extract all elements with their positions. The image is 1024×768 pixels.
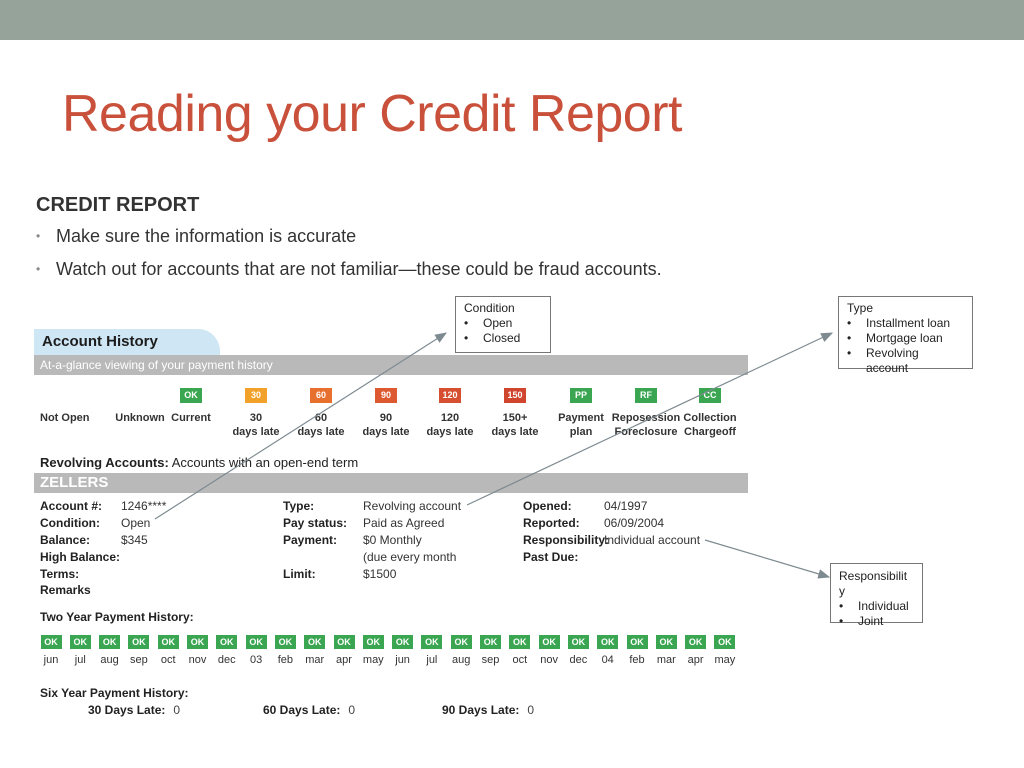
responsibility-callout: [830, 563, 923, 628]
legend-label-line: days late: [426, 426, 474, 438]
legend-label-line: 60: [314, 412, 328, 424]
payment-status-badge: OK: [421, 635, 442, 649]
month-label: nov: [540, 654, 558, 666]
month-label: 03: [249, 654, 263, 666]
month-label: apr: [336, 654, 352, 666]
balance-value: $345: [121, 533, 148, 547]
account-no-value: 1246****: [121, 499, 167, 513]
payment-value: $0 Monthly: [363, 533, 422, 547]
legend-label-line: Reposession: [611, 412, 681, 424]
six-year-history-label: Six Year Payment History:: [40, 686, 189, 700]
payment-status-badge: OK: [656, 635, 677, 649]
payment-status-badge: OK: [480, 635, 501, 649]
payment-status-badge: OK: [275, 635, 296, 649]
condition-callout-item: • Open: [464, 316, 542, 331]
balance-label: Balance:: [40, 533, 91, 547]
condition-callout-title: Condition: [464, 301, 515, 315]
legend-label-line: days late: [297, 426, 345, 438]
payment-status-badge: OK: [597, 635, 618, 649]
type-callout-item: • Mortgage loan: [847, 331, 964, 346]
legend-badge: OK: [180, 388, 202, 403]
account-no-label: Account #:: [40, 499, 103, 513]
month-label: oct: [160, 654, 176, 666]
payment-status-badge: OK: [158, 635, 179, 649]
type-label: Type:: [283, 499, 315, 513]
condition-label: Condition:: [40, 516, 100, 530]
condition-arrow: [155, 333, 446, 519]
payment-status-badge: OK: [187, 635, 208, 649]
revolving-label: Revolving Accounts:: [40, 455, 169, 470]
type-callout: [838, 296, 973, 375]
late-90-value: 0: [527, 703, 535, 717]
slide-subheading: CREDIT REPORT: [36, 194, 200, 216]
condition-callout: [455, 296, 551, 353]
bullet-item: • Watch out for accounts that are not familiar—these could be fraud accounts.: [36, 257, 662, 290]
legend-label-line: Foreclosure: [614, 426, 678, 438]
legend-label-line: days late: [491, 426, 539, 438]
month-label: jun: [43, 654, 59, 666]
legend-badge: 30: [245, 388, 267, 403]
payment-status-badge: OK: [539, 635, 560, 649]
limit-value: $1500: [363, 567, 397, 581]
month-label: aug: [452, 654, 471, 666]
responsibility-callout-item: • Individual: [839, 599, 914, 614]
payment-status-badge: OK: [99, 635, 120, 649]
month-label: feb: [629, 654, 645, 666]
responsibility-label: Responsibility:: [523, 533, 610, 547]
opened-label: Opened:: [523, 499, 572, 513]
condition-callout-item: • Closed: [464, 331, 542, 346]
month-label: nov: [188, 654, 207, 666]
month-label: dec: [217, 654, 236, 666]
type-callout-title: Type: [847, 301, 874, 315]
legend-badge: 120: [439, 388, 461, 403]
legend-badge: PP: [570, 388, 592, 403]
late-30-value: 0: [173, 703, 181, 717]
payment-status-badge: OK: [128, 635, 149, 649]
type-callout-item: • Revolving account: [847, 346, 964, 376]
month-label: mar: [305, 654, 325, 666]
legend-label-line: Unknown: [115, 412, 165, 424]
late-90-label: 90 Days Late:: [442, 703, 520, 717]
pay-status-label: Pay status:: [283, 516, 348, 530]
month-label: sep: [481, 654, 500, 666]
responsibility-callout-title: Responsibilit y: [839, 569, 908, 598]
legend-label-line: Collection: [683, 412, 737, 424]
legend-label-line: Not Open: [40, 412, 90, 424]
legend-badge: CC: [699, 388, 721, 403]
payment-status-badge: OK: [246, 635, 267, 649]
payment-status-badge: OK: [216, 635, 237, 649]
high-balance-label: High Balance:: [40, 550, 121, 564]
month-label: may: [362, 654, 384, 666]
late-30-label: 30 Days Late:: [88, 703, 166, 717]
payment-status-badge: OK: [392, 635, 413, 649]
month-label: sep: [130, 654, 148, 666]
payment-label: Payment:: [283, 533, 338, 547]
payment-status-badge: OK: [685, 635, 706, 649]
late-60-label: 60 Days Late:: [263, 703, 341, 717]
payment-status-badge: OK: [451, 635, 472, 649]
month-label: mar: [656, 654, 676, 666]
payment-status-badge: OK: [334, 635, 355, 649]
legend-label-line: 90: [379, 412, 393, 424]
responsibility-arrow: [705, 540, 829, 577]
legend-label-line: days late: [232, 426, 280, 438]
payment-status-badge: OK: [304, 635, 325, 649]
month-label: jun: [395, 654, 410, 666]
legend-badge: 60: [310, 388, 332, 403]
two-year-history-label: Two Year Payment History:: [40, 610, 194, 624]
reported-label: Reported:: [523, 516, 580, 530]
legend-badge: RF: [635, 388, 657, 403]
limit-label: Limit:: [283, 567, 316, 581]
month-label: apr: [687, 654, 704, 666]
legend-label-line: 30: [249, 412, 263, 424]
payment-note: (due every month: [363, 550, 457, 564]
month-label: jul: [426, 654, 438, 666]
responsibility-value: Individual account: [604, 533, 701, 547]
payment-status-badge: OK: [714, 635, 735, 649]
legend-label-line: Chargeoff: [684, 426, 736, 438]
legend-label-line: 150+: [502, 412, 528, 424]
payment-status-badge: OK: [627, 635, 648, 649]
month-label: oct: [512, 654, 528, 666]
slide-title: Reading your Credit Report: [62, 85, 682, 143]
month-label: may: [714, 654, 736, 666]
payment-status-badge: OK: [363, 635, 384, 649]
terms-label: Terms:: [40, 567, 80, 581]
payment-status-badge: OK: [509, 635, 530, 649]
legend-label-line: 120: [440, 412, 460, 424]
account-history-header: Account History: [34, 329, 220, 356]
revolving-desc: Accounts with an open-end term: [171, 455, 359, 470]
past-due-label: Past Due:: [523, 550, 579, 564]
late-60-value: 0: [348, 703, 356, 717]
payment-status-badge: OK: [70, 635, 91, 649]
legend-label-line: Current: [171, 412, 211, 424]
opened-value: 04/1997: [604, 499, 648, 513]
legend-label-line: days late: [362, 426, 410, 438]
pay-status-value: Paid as Agreed: [363, 516, 445, 530]
month-label: dec: [569, 654, 588, 666]
month-label: 04: [601, 654, 614, 666]
account-history-subheader: At-a-glance viewing of your payment history: [34, 355, 748, 375]
month-label: aug: [100, 654, 119, 666]
responsibility-callout-item: • Joint: [839, 614, 914, 629]
type-callout-item: • Installment loan: [847, 316, 964, 331]
legend-label-line: Payment: [558, 412, 604, 424]
month-label: feb: [277, 654, 294, 666]
payment-status-badge: OK: [41, 635, 62, 649]
condition-value: Open: [121, 516, 151, 530]
reported-value: 06/09/2004: [604, 516, 665, 530]
legend-badge: 90: [375, 388, 397, 403]
legend-label-line: plan: [569, 426, 593, 438]
payment-status-badge: OK: [568, 635, 589, 649]
creditor-name: ZELLERS: [34, 473, 748, 493]
month-label: jul: [74, 654, 86, 666]
type-arrow: [467, 333, 832, 505]
bullet-item: • Make sure the information is accurate: [36, 224, 662, 257]
type-value: Revolving account: [363, 499, 462, 513]
remarks-label: Remarks: [40, 583, 91, 597]
legend-badge: 150: [504, 388, 526, 403]
